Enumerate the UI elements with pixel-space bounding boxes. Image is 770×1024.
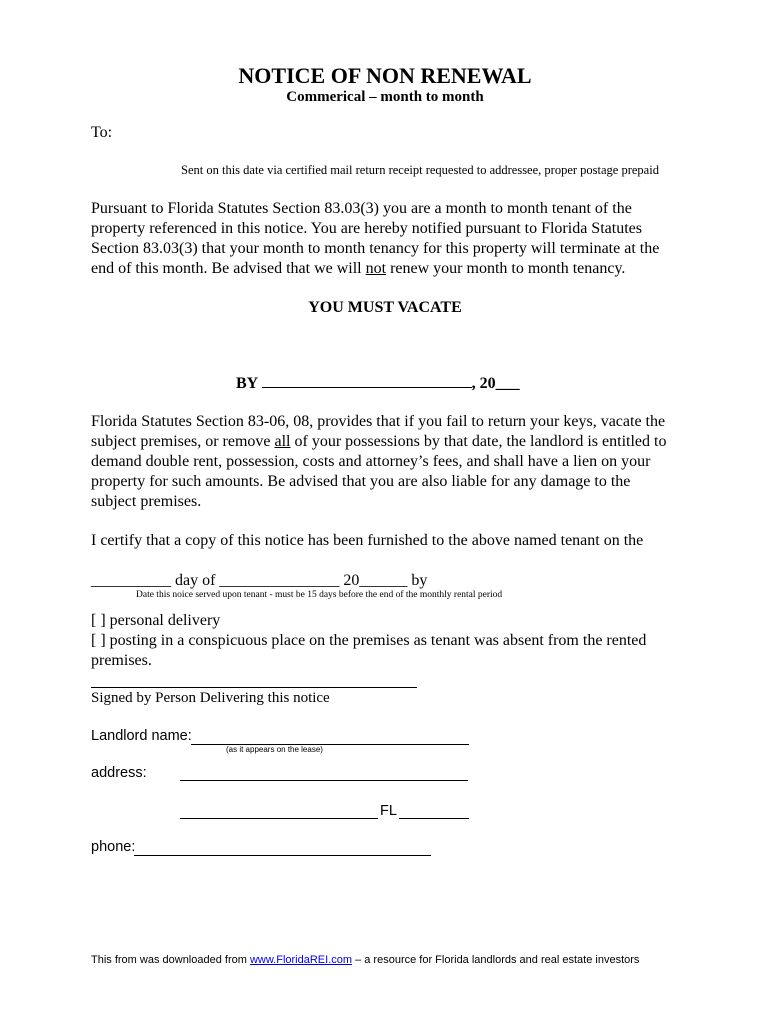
paragraph-line: Florida Statutes Section 83-06, 08, provides that if you fail to return your keys, vacate the — [91, 413, 666, 430]
paragraph-line — [91, 259, 691, 279]
zip-field[interactable] — [399, 818, 469, 819]
footer-text: – a resource for Florida landlords and real estate investors — [352, 954, 640, 966]
date-line[interactable]: __________ day of _______________ 20______ by — [91, 572, 428, 589]
date-note: Date this noice served upon tenant - must be 15 days before the end of the monthly rental period — [136, 590, 503, 600]
vacate-by-line — [236, 373, 520, 393]
footer-note — [91, 954, 639, 966]
paragraph-line — [91, 432, 691, 452]
paragraph-line: property referenced in this notice. You are hereby notified pursuant to Florida Statutes — [91, 220, 642, 237]
landlord-name-label: Landlord name: — [91, 728, 192, 744]
year-suffix: , 20___ — [471, 375, 520, 392]
emphasis-all: all — [274, 433, 291, 450]
paragraph-text: of your possessions by that date, the landlord is entitled to — [290, 433, 667, 450]
document-subtitle: Commerical – month to month — [286, 89, 484, 105]
city-field[interactable] — [180, 818, 378, 819]
landlord-note: (as it appears on the lease) — [226, 745, 323, 754]
delivery-options — [91, 611, 691, 671]
paragraph-line: subject premises. — [91, 493, 202, 510]
footer-text: This from was downloaded from — [91, 954, 250, 966]
delivery-option-posting[interactable]: [ ] posting in a conspicuous place on the premises as tenant was absent from the rented — [91, 632, 647, 649]
document-title: NOTICE OF NON RENEWAL — [238, 63, 532, 88]
delivery-option-posting-cont: premises. — [91, 652, 152, 669]
paragraph-line: Section 83.03(3) that your month to month tenancy for this property will terminate at the — [91, 240, 660, 257]
signed-label: Signed by Person Delivering this notice — [91, 690, 330, 706]
paragraph-text: subject premises, or remove — [91, 433, 275, 450]
certify-text: I certify that a copy of this notice has been furnished to the above named tenant on the — [91, 532, 644, 549]
vacate-heading: YOU MUST VACATE — [308, 299, 462, 316]
phone-field[interactable] — [134, 855, 431, 856]
sent-note: Sent on this date via certified mail return receipt requested to addressee, proper postage prepaid — [181, 163, 659, 177]
signature-line[interactable] — [91, 687, 417, 688]
to-label: To: — [91, 124, 113, 141]
paragraph-line: demand double rent, possession, costs and attorney’s fees, and shall have a lien on your — [91, 453, 651, 470]
delivery-option-personal[interactable]: [ ] personal delivery — [91, 612, 221, 629]
address-field[interactable] — [180, 780, 468, 781]
tenancy-paragraph — [91, 199, 691, 279]
address-label: address: — [91, 765, 147, 781]
paragraph-line: Pursuant to Florida Statutes Section 83.03(3) you are a month to month tenant of the — [91, 200, 632, 217]
vacate-date-blank[interactable] — [262, 373, 472, 388]
paragraph-text: renew your month to month tenancy. — [386, 260, 626, 277]
statute-paragraph — [91, 412, 691, 512]
by-label: BY — [236, 375, 262, 392]
paragraph-text: end of this month. Be advised that we will — [91, 260, 366, 277]
phone-label: phone: — [91, 839, 136, 855]
state-label: FL — [380, 803, 397, 819]
emphasis-not: not — [365, 260, 387, 277]
website-link[interactable]: www.FloridaREI.com — [249, 954, 353, 966]
paragraph-line: property for such amounts. Be advised that you are also liable for any damage to the — [91, 473, 631, 490]
